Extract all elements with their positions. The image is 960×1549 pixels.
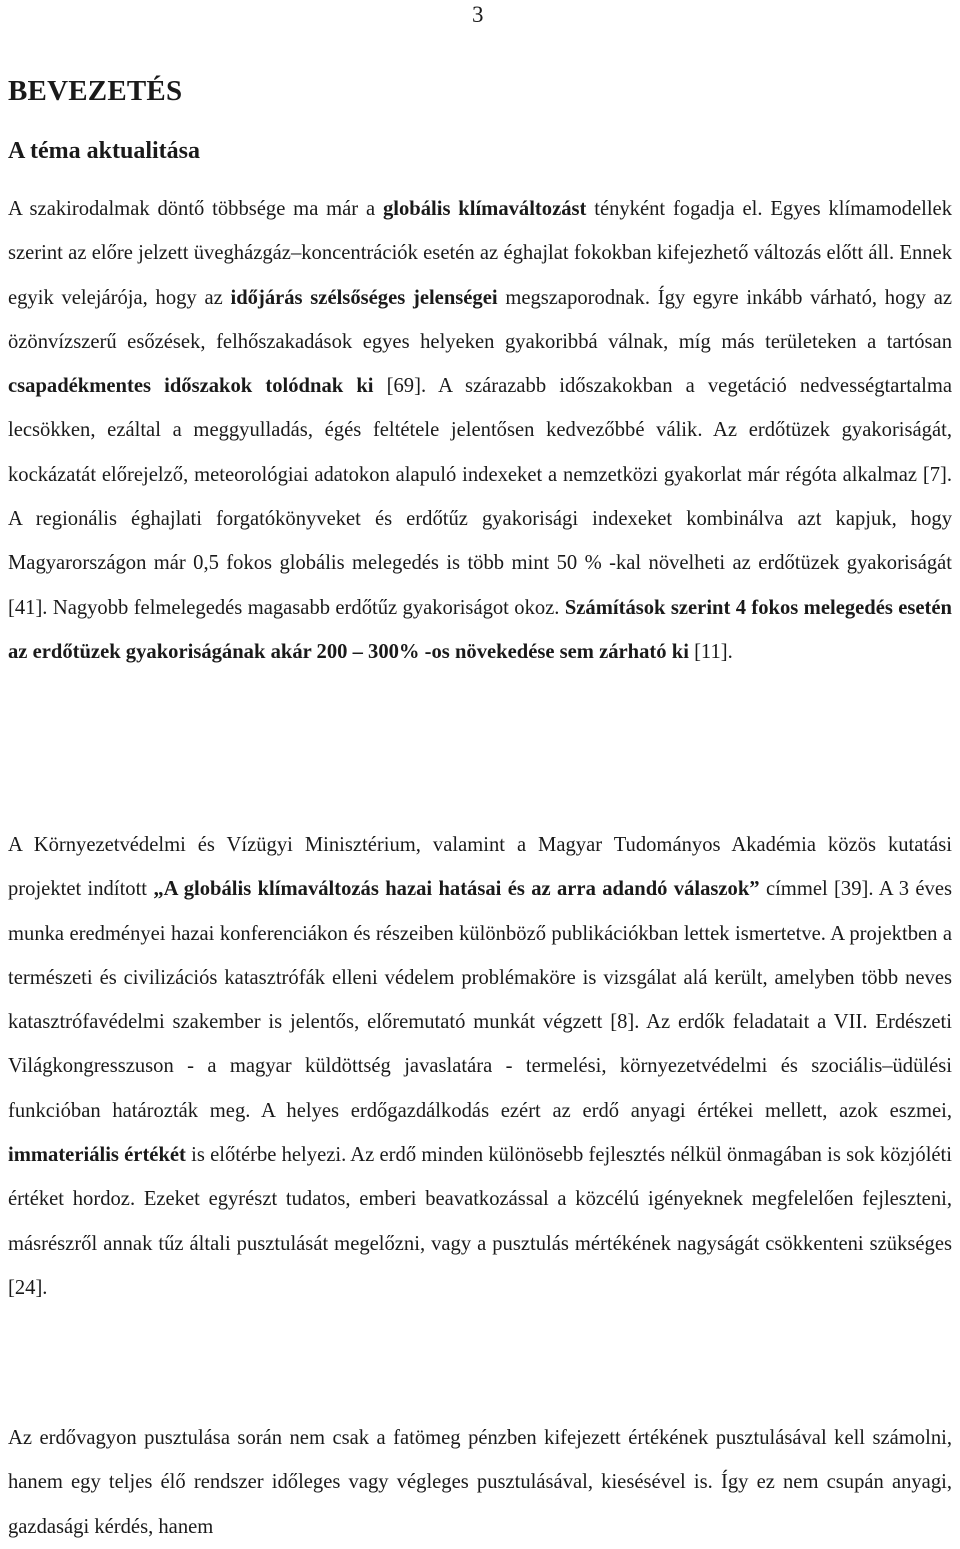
body-text: A szakirodalmak döntő többsége ma már a	[8, 198, 383, 220]
body-text: [69]. A szárazabb időszakokban a vegetáció nedvességtartalma lecsökken, ezáltal a meggyulladás, égés feltétele jelentősen kedvezőbbé válik. Az erdőtüzek gyakoriságát, kockázatát előrejelző, meteorológiai adatokon alapuló indexeket a nemzetközi gyakorlat már régóta alkalmaz [7]. A regionális éghajlati forgatókönyveket és erdőtűz gyakorisági indexeket kombinálva azt kapjuk, hogy Magyarországon már 0,5 fokos globális melegedés is több mint 50 % -kal növelheti az erdőtüzek gyakoriságát [41]. Nagyobb felmelegedés magasabb erdőtűz gyakoriságot okoz.	[8, 375, 953, 619]
paragraph-1	[8, 187, 952, 674]
body-text: Az erdővagyon pusztulása során nem csak a fatömeg pénzben kifejezett értékének pusztulásával kell számolni, hanem egy teljes élő rendszer időleges vagy végleges pusztulásával, kiesésével is. Így ez nem csupán anyagi, gazdasági kérdés, hanem	[8, 1427, 952, 1538]
section-heading: A téma aktualitása	[8, 138, 200, 164]
body-text: is előtérbe helyezi. Az erdő minden különösebb fejlesztés nélkül önmagában is sok közjóléti értéket hordoz. Ezeket egyrészt tudatos, emberi beavatkozással a közcélú igényeknek megfelelően fejleszteni, másrészről annak tűz általi pusztulását megelőzni, vagy a pusztulás mértékének nagyságát csökkenteni szükséges [24].	[8, 1144, 953, 1299]
emphasized-text: időjárás szélsőséges jelenségei	[230, 286, 498, 309]
body-text: A Környezetvédelmi és Vízügyi Minisztérium, valamint a Magyar Tudományos Akadémia közös kutatási projektet indított	[8, 834, 952, 901]
chapter-heading: BEVEZETÉS	[8, 75, 183, 107]
emphasized-text: csapadékmentes időszakok tolódnak ki	[8, 375, 374, 398]
body-text: megszaporodnak. Így egyre inkább várható, hogy az özönvízszerű esőzések, felhőszakadások egyes helyeken gyakoribbá válnak, míg más területeken a tartósan	[8, 286, 952, 353]
page-number: 3	[472, 2, 484, 27]
body-text: címmel [39]. A 3 éves munka eredményei hazai konferenciákon és részeiben különböző publikációkban lettek ismertetve. A projektben a természeti és civilizációs katasztrófák elleni védelem problémaköre is vizsgálat alá került, amelyben több neves katasztrófavédelmi szakember is jelentős, előremutató munkát végzett [8]. Az erdők feladatait a VII. Erdészeti Világkongresszuson - a magyar küldöttség javaslatára - termelési, környezetvédelmi és szociális–üdülési funkcióban határozták meg. A helyes erdőgazdálkodás ezért az erdő anyagi értékei mellett, azok eszmei,	[8, 878, 952, 1122]
emphasized-text: „A globális klímaváltozás hazai hatásai és az arra adandó válaszok”	[153, 878, 760, 901]
body-text: [11].	[688, 640, 733, 663]
body-text: tényként fogadja el. Egyes klímamodellek szerint az előre jelzett üvegházgáz–koncentrációk esetén az éghajlat fokokban kifejezhető változás előtt áll. Ennek egyik velejárója, hogy az	[8, 198, 952, 309]
emphasized-text: Számítások szerint 4 fokos melegedés esetén az erdőtüzek gyakoriságának akár 200 – 300% -os növekedése sem zárható ki	[8, 596, 952, 663]
paragraph-3	[8, 1416, 952, 1549]
paragraph-2	[8, 823, 952, 1310]
emphasized-text: immateriális értékét	[8, 1144, 186, 1167]
emphasized-text: globális klímaváltozást	[382, 198, 587, 220]
